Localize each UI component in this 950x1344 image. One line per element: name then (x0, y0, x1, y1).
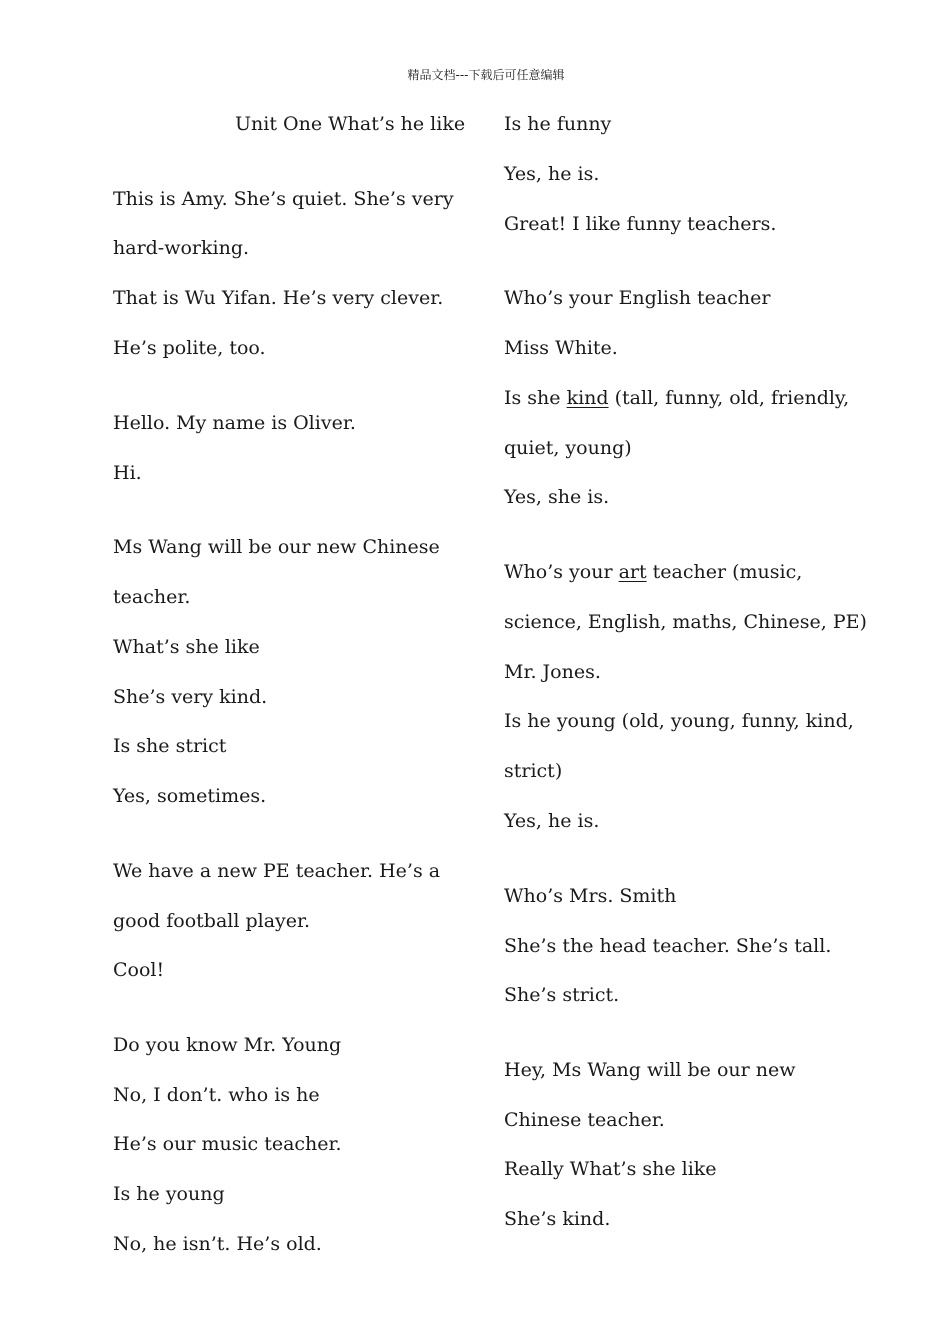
right-line-14: Yes, he is. (504, 810, 600, 832)
left-line-13: We have a new PE teacher. He’s a (113, 860, 441, 882)
page-title: Unit One What’s he like (235, 113, 466, 135)
right-line-3: Great! I like funny teachers. (504, 213, 777, 235)
right-line-17: She’s strict. (504, 984, 620, 1006)
right-line-18: Hey, Ms Wang will be our new (504, 1059, 796, 1081)
right-line-4: Who’s your English teacher (504, 287, 771, 309)
left-line-5: Hello. My name is Oliver. (113, 412, 356, 434)
right-line-6: Is she kind (tall, funny, old, friendly, (504, 387, 850, 409)
left-line-2: hard-working. (113, 237, 250, 259)
right-line-19: Chinese teacher. (504, 1109, 665, 1131)
right-line-7: quiet, young) (504, 437, 632, 459)
right-line-20: Really What’s she like (504, 1158, 717, 1180)
left-line-12: Yes, sometimes. (113, 785, 267, 807)
right-line-9: Who’s your art teacher (music, (504, 561, 803, 583)
left-line-15: Cool! (113, 959, 165, 981)
right-line-15: Who’s Mrs. Smith (504, 885, 677, 907)
left-line-3: That is Wu Yifan. He’s very clever. (113, 287, 444, 309)
underlined-word: kind (566, 387, 609, 409)
right-line-12: Is he young (old, young, funny, kind, (504, 710, 854, 732)
right-line-5: Miss White. (504, 337, 618, 359)
left-line-8: teacher. (113, 586, 191, 608)
left-line-9: What’s she like (113, 636, 260, 658)
left-line-19: Is he young (113, 1183, 225, 1205)
right-line-10: science, English, maths, Chinese, PE) (504, 611, 867, 633)
left-line-1: This is Amy. She’s quiet. She’s very (113, 188, 454, 210)
left-line-14: good football player. (113, 910, 311, 932)
right-line-8: Yes, she is. (504, 486, 610, 508)
right-line-21: She’s kind. (504, 1208, 611, 1230)
left-line-20: No, he isn’t. He’s old. (113, 1233, 322, 1255)
left-line-6: Hi. (113, 462, 142, 484)
left-line-11: Is she strict (113, 735, 227, 757)
page-header: 精品文档---下载后可任意编辑 (407, 68, 565, 82)
right-line-16: She’s the head teacher. She’s tall. (504, 935, 832, 957)
right-line-13: strict) (504, 760, 563, 782)
left-line-18: He’s our music teacher. (113, 1133, 342, 1155)
right-line-11: Mr. Jones. (504, 661, 601, 683)
left-line-16: Do you know Mr. Young (113, 1034, 342, 1056)
left-line-4: He’s polite, too. (113, 337, 266, 359)
right-line-2: Yes, he is. (504, 163, 600, 185)
underlined-word: art (618, 561, 647, 583)
left-line-7: Ms Wang will be our new Chinese (113, 536, 440, 558)
left-line-17: No, I don’t. who is he (113, 1084, 320, 1106)
left-line-10: She’s very kind. (113, 686, 268, 708)
right-line-1: Is he funny (504, 113, 612, 135)
